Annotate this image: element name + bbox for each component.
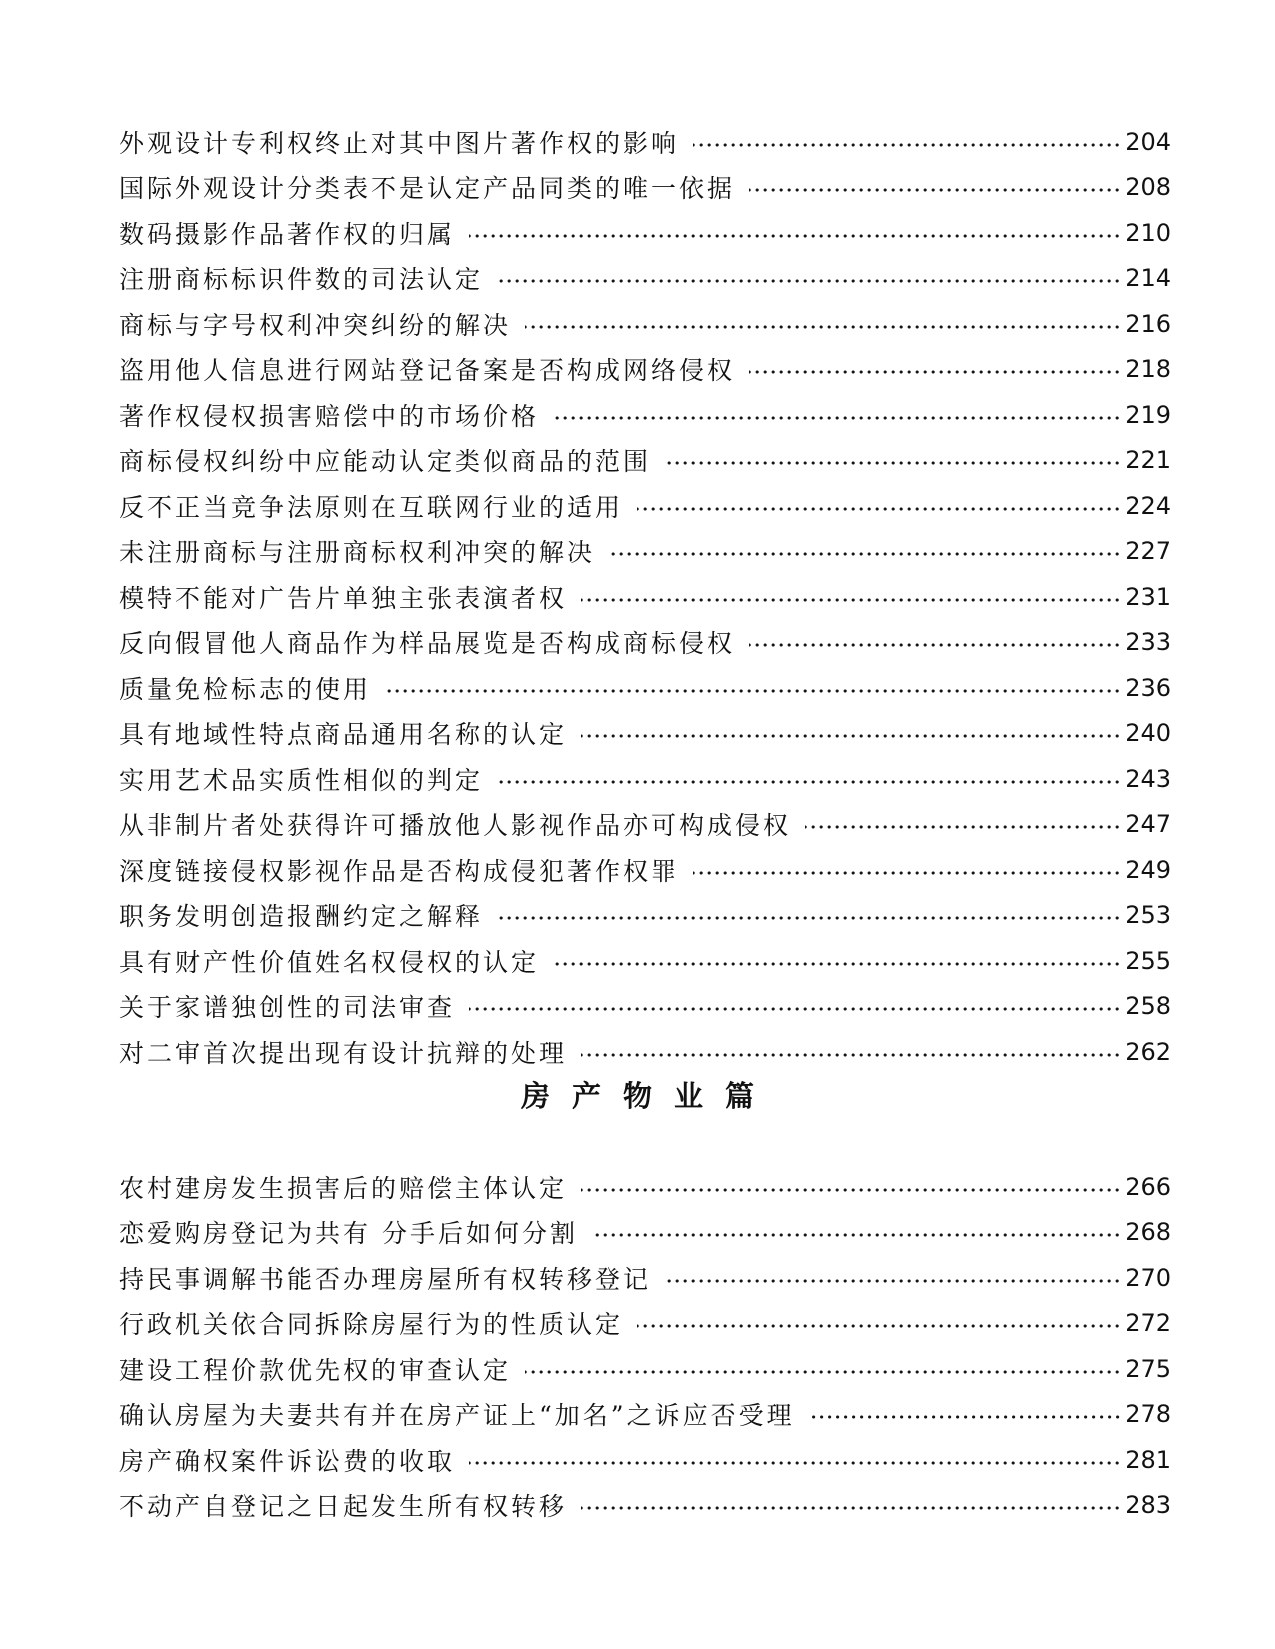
toc-entry-page-number: 278 (1125, 1400, 1171, 1429)
toc-entry-page-number: 283 (1125, 1491, 1171, 1520)
toc-entry-page-number: 208 (1125, 173, 1171, 202)
toc-entry[interactable] (119, 984, 1171, 1030)
toc-entry[interactable] (119, 1164, 1171, 1210)
toc-entry-page-number: 231 (1125, 582, 1171, 611)
toc-entry-title: 恋爱购房登记为共有 分手后如何分割 (119, 1219, 578, 1249)
toc-entry-title: 持民事调解书能否办理房屋所有权转移登记 (119, 1264, 652, 1294)
toc-entry-page-number: 219 (1125, 400, 1171, 429)
toc-entry-title: 确认房屋为夫妻共有并在房产证上“加名”之诉应否受理 (119, 1401, 795, 1431)
toc-entry-title: 从非制片者处获得许可播放他人影视作品亦可构成侵权 (119, 811, 792, 841)
toc-entry-title: 盗用他人信息进行网站登记备案是否构成网络侵权 (119, 356, 736, 386)
toc-entry-title: 模特不能对广告片单独主张表演者权 (119, 583, 568, 613)
toc-entry[interactable] (119, 483, 1171, 529)
section-heading: 房产物业篇 (520, 1079, 776, 1113)
toc-entry-title: 具有地域性特点商品通用名称的认定 (119, 720, 568, 750)
dot-leader (581, 734, 1121, 738)
toc-entry[interactable] (119, 1346, 1171, 1392)
dot-leader (581, 1053, 1121, 1057)
toc-entry[interactable] (119, 938, 1171, 984)
dot-leader (581, 598, 1121, 602)
toc-entry-title: 房产确权案件诉讼费的收取 (119, 1446, 456, 1476)
dot-leader (749, 370, 1121, 374)
toc-entry[interactable] (119, 893, 1171, 939)
toc-entry-title: 实用艺术品实质性相似的判定 (119, 765, 484, 795)
toc-entry-page-number: 281 (1125, 1445, 1171, 1474)
toc-entry[interactable] (119, 119, 1171, 165)
toc-entry[interactable] (119, 1392, 1171, 1438)
toc-entry[interactable] (119, 1483, 1171, 1529)
toc-entry-page-number: 243 (1125, 764, 1171, 793)
toc-entry[interactable] (119, 711, 1171, 757)
dot-leader (665, 461, 1121, 465)
toc-entry-page-number: 270 (1125, 1263, 1171, 1292)
dot-leader (809, 1415, 1122, 1419)
toc-entry-page-number: 247 (1125, 810, 1171, 839)
toc-entry-title: 具有财产性价值姓名权侵权的认定 (119, 947, 540, 977)
dot-leader (693, 143, 1121, 147)
toc-entry-title: 不动产自登记之日起发生所有权转移 (119, 1492, 568, 1522)
toc-entry-page-number: 275 (1125, 1354, 1171, 1383)
dot-leader (469, 1007, 1121, 1011)
toc-entry[interactable] (119, 347, 1171, 393)
toc-entry-page-number: 249 (1125, 855, 1171, 884)
dot-leader (805, 825, 1121, 829)
toc-entry-page-number: 240 (1125, 719, 1171, 748)
dot-leader (637, 507, 1121, 511)
dot-leader (581, 1506, 1121, 1510)
toc-entry-page-number: 253 (1125, 901, 1171, 930)
dot-leader (749, 643, 1121, 647)
dot-leader (592, 1233, 1121, 1237)
dot-leader (693, 871, 1121, 875)
toc-entry-title: 商标与字号权利冲突纠纷的解决 (119, 310, 512, 340)
toc-entry[interactable] (119, 1210, 1171, 1256)
toc-entry[interactable] (119, 802, 1171, 848)
dot-leader (553, 416, 1121, 420)
toc-entry-title: 职务发明创造报酬约定之解释 (119, 902, 484, 932)
toc-entry-page-number: 204 (1125, 127, 1171, 156)
toc-entry-title: 注册商标标识件数的司法认定 (119, 265, 484, 295)
toc-entry[interactable] (119, 1255, 1171, 1301)
toc-entry[interactable] (119, 1029, 1171, 1075)
toc-entry-page-number: 272 (1125, 1309, 1171, 1338)
dot-leader (525, 1370, 1121, 1374)
toc-entry[interactable] (119, 620, 1171, 666)
toc-entry[interactable] (119, 438, 1171, 484)
toc-entry-page-number: 258 (1125, 992, 1171, 1021)
toc-entry-title: 质量免检标志的使用 (119, 674, 372, 704)
dot-leader (385, 689, 1121, 693)
dot-leader (469, 1461, 1121, 1465)
toc-entry-title: 未注册商标与注册商标权利冲突的解决 (119, 538, 596, 568)
toc-entry-page-number: 227 (1125, 537, 1171, 566)
dot-leader (525, 325, 1121, 329)
toc-entry-page-number: 216 (1125, 309, 1171, 338)
toc-entry[interactable] (119, 210, 1171, 256)
toc-entry-title: 农村建房发生损害后的赔偿主体认定 (119, 1173, 568, 1203)
toc-entry-page-number: 233 (1125, 628, 1171, 657)
toc-entry-page-number: 268 (1125, 1218, 1171, 1247)
toc-entry-page-number: 255 (1125, 946, 1171, 975)
toc-entry-title: 反不正当竞争法原则在互联网行业的适用 (119, 492, 624, 522)
dot-leader (581, 1188, 1121, 1192)
toc-entry-title: 对二审首次提出现有设计抗辩的处理 (119, 1038, 568, 1068)
toc-entry[interactable] (119, 165, 1171, 211)
toc-entry-title: 数码摄影作品著作权的归属 (119, 219, 456, 249)
toc-entry[interactable] (119, 665, 1171, 711)
toc-entry[interactable] (119, 1437, 1171, 1483)
toc-entry[interactable] (119, 301, 1171, 347)
toc-entry-title: 深度链接侵权影视作品是否构成侵犯著作权罪 (119, 856, 680, 886)
toc-entry-title: 反向假冒他人商品作为样品展览是否构成商标侵权 (119, 629, 736, 659)
toc-entry-title: 外观设计专利权终止对其中图片著作权的影响 (119, 128, 680, 158)
toc-list-part1 (119, 119, 1171, 1075)
toc-entry-title: 著作权侵权损害赔偿中的市场价格 (119, 401, 540, 431)
dot-leader (665, 1279, 1121, 1283)
toc-entry[interactable] (119, 574, 1171, 620)
dot-leader (497, 279, 1121, 283)
toc-list-part2 (119, 1164, 1171, 1528)
toc-entry-page-number: 224 (1125, 491, 1171, 520)
dot-leader (497, 916, 1121, 920)
toc-entry-title: 关于家谱独创性的司法审查 (119, 993, 456, 1023)
toc-entry-title: 建设工程价款优先权的审查认定 (119, 1355, 512, 1385)
toc-entry-page-number: 218 (1125, 355, 1171, 384)
toc-entry[interactable] (119, 1301, 1171, 1347)
dot-leader (469, 234, 1121, 238)
dot-leader (497, 780, 1121, 784)
toc-entry[interactable] (119, 756, 1171, 802)
toc-entry-page-number: 266 (1125, 1172, 1171, 1201)
toc-entry-title: 行政机关依合同拆除房屋行为的性质认定 (119, 1310, 624, 1340)
dot-leader (609, 552, 1121, 556)
toc-entry-page-number: 236 (1125, 673, 1171, 702)
toc-entry[interactable] (119, 847, 1171, 893)
toc-entry-page-number: 262 (1125, 1037, 1171, 1066)
toc-entry-title: 国际外观设计分类表不是认定产品同类的唯一依据 (119, 174, 736, 204)
toc-entry[interactable] (119, 256, 1171, 302)
toc-entry-page-number: 221 (1125, 446, 1171, 475)
toc-entry-page-number: 210 (1125, 218, 1171, 247)
toc-entry[interactable] (119, 529, 1171, 575)
dot-leader (553, 962, 1121, 966)
toc-entry[interactable] (119, 392, 1171, 438)
toc-entry-title: 商标侵权纠纷中应能动认定类似商品的范围 (119, 447, 652, 477)
dot-leader (637, 1324, 1121, 1328)
toc-entry-page-number: 214 (1125, 264, 1171, 293)
dot-leader (749, 188, 1121, 192)
